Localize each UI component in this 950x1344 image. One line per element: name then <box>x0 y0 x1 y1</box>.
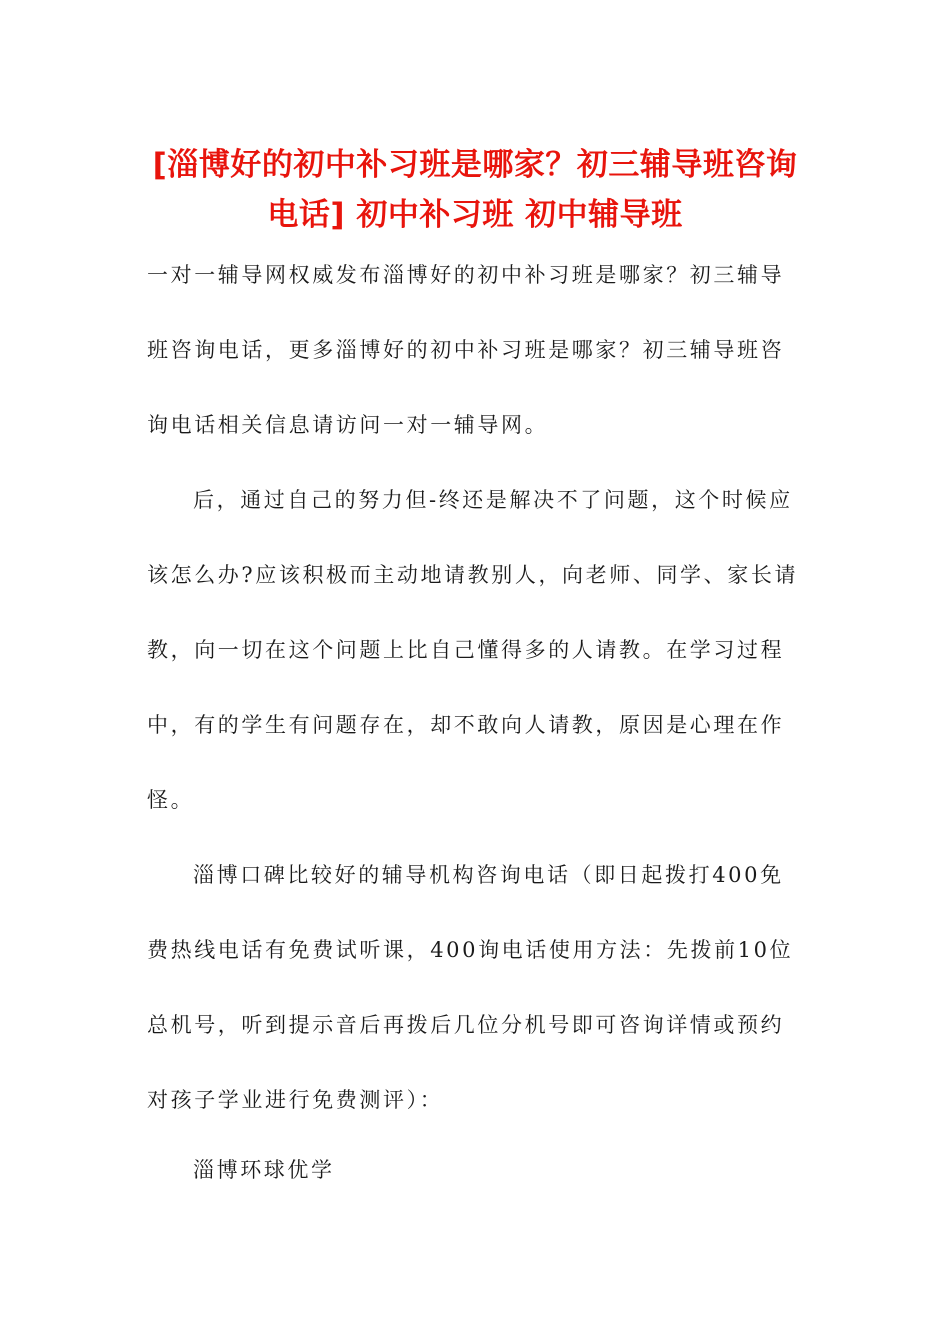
intro-paragraph: 一对一辅导网权威发布淄博好的初中补习班是哪家？初三辅导班咨询电话，更多淄博好的初中补习班是哪家？初三辅导班咨询电话相关信息请访问一对一辅导网。 <box>147 263 785 437</box>
hotline-paragraph: 淄博口碑比较好的辅导机构咨询电话（即日起拨打400免费热线电话有免费试听课，400询电话使用方法：先拨前10位总机号，听到提示音后再拨后几位分机号即可咨询详情或预约对孩子学业进行免费测评）： <box>147 863 794 1112</box>
advice-paragraph: 后，通过自己的努力但-终还是解决不了问题，这个时候应该怎么办?应该积极而主动地请教别人，向老师、同学、家长请教，向一切在这个问题上比自己懂得多的人请教。在学习过程中，有的学生有问题存在，却不敢向人请教，原因是心理在作怪。 <box>147 488 799 812</box>
institution-name: 淄博环球优学 <box>193 1158 335 1182</box>
page-title: [淄博好的初中补习班是哪家？初三辅导班咨询电话] 初中补习班 初中辅导班 <box>152 147 798 233</box>
